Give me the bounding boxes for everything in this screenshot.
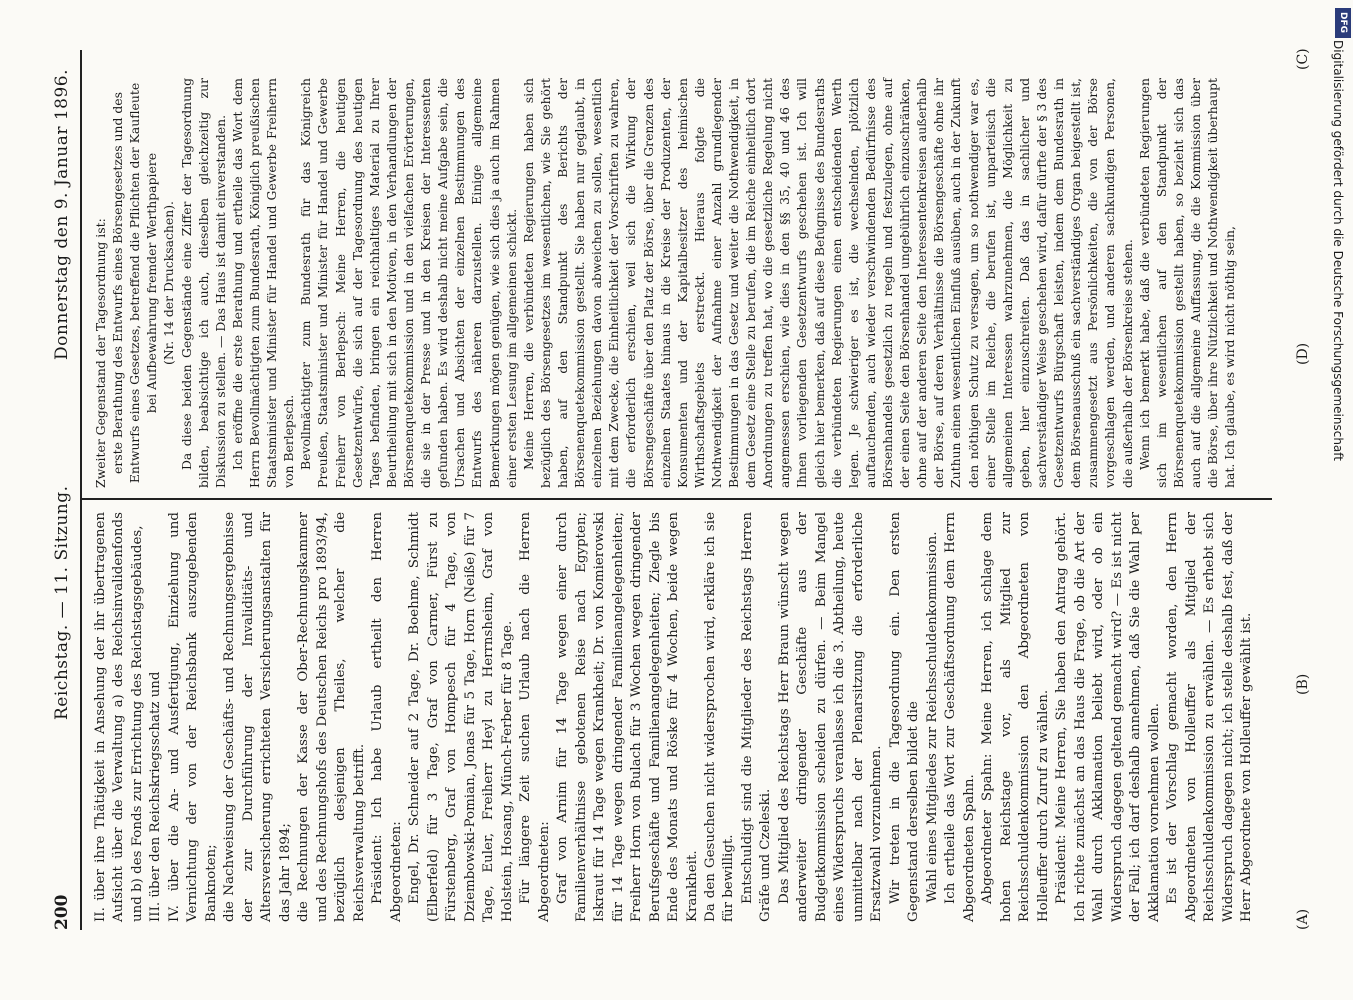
- margin-mark-c: (C): [1295, 48, 1311, 70]
- paragraph: erste Berathung des Entwurfs eines Börsengesetzes und des Entwurfs eines Gesetzes, betreffend die Pflichten der Kaufleute bei Aufbewahrung fremder Werthpapiere: [110, 82, 160, 484]
- margin-mark-d: (D): [1295, 342, 1311, 365]
- paragraph: Ich eröffne die erste Berathung und ertheile das Wort dem Herrn Bevollmächtigten zum Bundesrath, Königlich preußischen Staatsminister und Minister für Handel und Gewerbe Freiherrn von Berlepsch.: [229, 78, 297, 488]
- credit-text: Digitalisierung gefördert durch die Deutsche Forschungsgemeinschaft: [1331, 40, 1345, 462]
- paragraph: Engel, Dr. Schneider auf 2 Tage, Dr. Boehme, Schmidt (Elberfeld) für 3 Tage, Graf von Carmer, Fürst zu Fürstenberg, Graf von Hompesch für 4 Tage, von Dziembowski-Pomian, Jonas für 5 Tage, Horn (Neiße) für 7 Tage, Euler, Freiherr Heyl zu Herrnsheim, Graf von Holstein, Hosang, Münch-Ferber für 8 Tage.: [407, 512, 515, 922]
- paragraph: Wahl eines Mitgliedes zur Reichsschuldenkommission.: [924, 531, 940, 903]
- paragraph: Präsident: Meine Herren, Sie haben den Antrag gehört. Ich richte zunächst an das Haus die Frage, ob die Art der Wahl durch Akklamation beliebt wird, oder ob ein Widerspruch dagegen geltend gemacht wird? — Es ist nicht der Fall; ich darf deshalb annehmen, daß Sie die Wahl per Akklamation vornehmen wollen.: [1054, 512, 1162, 922]
- paragraph: IV. über die An- und Ausfertigung, Einziehung und Vernichtung der von der Reichsbank auszugebenden Banknoten;: [166, 512, 219, 922]
- paragraph: Zweiter Gegenstand der Tagesordnung ist:: [93, 218, 108, 488]
- paragraph: Graf von Arnim für 14 Tage wegen einer durch Familienverhältnisse gebotenen Reise nach Egypten; Iskraut für 14 Tage wegen Krankheit; Dr. von Komierowski für 14 Tage wegen dringender Familienangelegenheiten; Freiherr Horn von Bulach für 3 Wochen wegen dringender Berufsgeschäfte und Familienangelegenheiten; Ziegle bis Ende des Monats und Röske für 4 Wochen, beide wegen Krankheit.: [555, 512, 700, 922]
- paragraph: Meine Herren, die verbündeten Regierungen haben sich bezüglich des Börsengesetzes im wesentlichen, wie Sie gehört haben, auf den Standpunkt des Berichts der Börsenenquetekommission gestellt. Sie haben nur geglaubt, in einzelnen Beziehungen davon abweichen zu sollen, wesentlich mit dem Zwecke, die Einheitlichkeit der Vorschriften zu wahren, die erforderlich erschien, weil sich die Wirkung der Börsengeschäfte über den Platz der Börse, über die Grenzen des einzelnen Staates hinaus in die Kreise der Produzenten, der Konsumenten und der Kapitalbesitzer des heimischen Wirthschaftsgebiets erstreckt. Hieraus folgte die Nothwendigkeit der Aufnahme einer Anzahl grundlegender Bestimmungen in das Gesetz und weiter die Nothwendigkeit, in dem Gesetz eine Stelle zu berufen, die im Reiche einheitlich dort Anordnungen zu treffen hat, wo die gesetzliche Regelung nicht angemessen erschien, wie dies in den §§ 35, 40 und 46 des Ihnen vorliegenden Gesetzentwurfs geschehen ist. Ich will gleich hier bemerken, daß auf diese Befugnisse des Bundesraths die verbündeten Regierungen einen entscheidenden Werth legen. Je schwieriger es ist, die wechselnden, plötzlich auftauchenden, auch wieder verschwindenden Bedürfnisse des Börsenhandels gesetzlich zu regeln und festzulegen, ohne auf der einen Seite den Börsenhandel ungebührlich einzuschränken, ohne auf der anderen Seite den Interessentenkreisen außerhalb der Börse, auf deren Verhältnisse die Börsengeschäfte ohne ihr Zuthun einen wesentlichen Einfluß ausüben, auch in der Zukunft den nöthigen Schutz zu versagen, um so nothwendiger war es, einer Stelle im Reiche, die berufen ist, unparteiisch die allgemeinen Interessen wahrzunehmen, die Möglichkeit zu geben, hier einzuschreiten. Daß das in sachlicher und sachverständiger Weise geschehen wird, dafür dürfte der § 3 des Gesetzentwurfs Bürgschaft leisten, indem dem Bundesrath in dem Börsenausschuß ein sachverständiges Organ beigestellt ist, zusammengesetzt aus Persönlichkeiten, die von der Börse vorgeschlagen werden, und anderen sachkundigen Personen, die außerhalb der Börsenkreise stehen.: [520, 78, 1135, 488]
- margin-mark-b: (B): [1295, 673, 1311, 695]
- column-divider: [82, 498, 1272, 500]
- paragraph: Wenn ich bemerkt habe, daß die verbündeten Regierungen sich im wesentlichen auf den Standpunkt der Börsenenquetekommission gestellt haben, so bezieht sich das auch auf die allgemeine Auffassung, die die Kommission über die Börse, über ihre Nützlichkeit und Nothwendigkeit überhaupt hat. Ich glaube, es wird nicht nöthig sein,: [1136, 78, 1238, 488]
- paragraph: Wir treten in die Tagesordnung ein. Den ersten Gegenstand derselben bildet die: [887, 512, 922, 922]
- right-column: [92, 78, 1238, 488]
- digitization-credit: [1331, 40, 1349, 960]
- margin-mark-a: (A): [1295, 908, 1311, 930]
- paragraph: Für längere Zeit suchen Urlaub nach die Herren Abgeordneten:: [518, 512, 552, 922]
- paragraph: die Nachweisung der Geschäfts- und Rechnungsergebnisse der zur Durchführung der Invaliditäts- und Altersversicherung errichteten Versicherungsanstalten für das Jahr 1894;: [222, 512, 293, 922]
- left-column: [92, 512, 1257, 922]
- session-date: Donnerstag den 9. Januar 1896.: [52, 68, 72, 360]
- paragraph: Präsident: Ich habe Urlaub ertheilt den Herren Abgeordneten:: [370, 512, 404, 922]
- paragraph: III. über den Reichskriegsschatz und: [148, 671, 164, 922]
- header-rule: [80, 50, 82, 930]
- paragraph: Das Mitglied des Reichstags Herr Braun wünscht wegen anderweiter dringender Geschäfte aus der Budgetkommission scheiden zu dürfen. — Beim Mangel eines Widerspruchs veranlasse ich die 3. Abtheilung, heute unmittelbar nach der Plenarsitzung die erforderliche Ersatzwahl vorzunehmen.: [776, 512, 885, 922]
- paragraph: Abgeordneter Spahn: Meine Herren, ich schlage dem hohen Reichstage vor, als Mitglied zur Reichsschuldenkommission den Abgeordneten von Holleuffer durch Zuruf zu wählen.: [980, 512, 1051, 922]
- paragraph: Bevollmächtigter zum Bundesrath für das Königreich Preußen, Staatsminister und Minister für Handel und Gewerbe Freiherr von Berlepsch: Meine Herren, die heutigen Gesetzentwürfe, die sich auf der Tagesordnung des heutigen Tages befinden, bringen ein reichhaltiges Material zu Ihrer Beurtheilung mit sich in den Motiven, in den Verhandlungen der Börsenenquetekommission und in den vielfachen Erörterungen, die sie in der Presse und in den Kreisen der Interessenten gefunden haben. Es wird deshalb nicht meine Aufgabe sein, die Ursachen und Absichten der einzelnen Bestimmungen des Entwurfs des näheren darzustellen. Einige allgemeine Bemerkungen mögen genügen, wie sich dies ja auch im Rahmen einer ersten Lesung im allgemeinen schickt.: [298, 78, 519, 488]
- paragraph: Da den Gesuchen nicht widersprochen wird, erkläre ich sie für bewilligt.: [702, 512, 737, 922]
- paragraph: II. über ihre Thätigkeit in Ansehung der ihr übertragenen Aufsicht über die Verwaltung a) des Reichsinvalidenfonds und b) des Fonds zur Errichtung des Reichstagsgebäudes,: [93, 512, 145, 922]
- paragraph: die Rechnungen der Kasse der Ober-Rechnungskammer und des Rechnungshofs des Deutschen Reichs pro 1893/94, bezüglich desjenigen Theiles, welcher die Reichsverwaltung betrifft.: [296, 512, 367, 922]
- session-title: Reichstag. — 11. Sitzung.: [52, 485, 72, 720]
- paragraph: Es ist der Vorschlag gemacht worden, den Herrn Abgeordneten von Holleuffer als Mitglied der Reichsschuldenkommission zu erwählen. — Es erhebt sich Widerspruch dagegen nicht; ich stelle deshalb fest, daß der Herr Abgeordnete von Holleuffer gewählt ist.: [1165, 512, 1255, 922]
- page-number: 200: [52, 894, 72, 930]
- paragraph: Da diese beiden Gegenstände eine Ziffer der Tagesordnung bilden, beabsichtige ich auch, dieselben gleichzeitig zur Diskussion zu stellen. — Das Haus ist damit einverstanden.: [178, 78, 228, 488]
- paragraph: (Nr. 14 der Drucksachen).: [161, 201, 177, 365]
- page-header: [52, 0, 76, 1000]
- dfg-logo: DFG: [1335, 8, 1351, 38]
- paragraph: Ich ertheile das Wort zur Geschäftsordnung dem Herrn Abgeordneten Spahn.: [943, 512, 977, 922]
- paragraph: Entschuldigt sind die Mitglieder des Reichstags Herren Gräfe und Czeleski.: [739, 512, 774, 922]
